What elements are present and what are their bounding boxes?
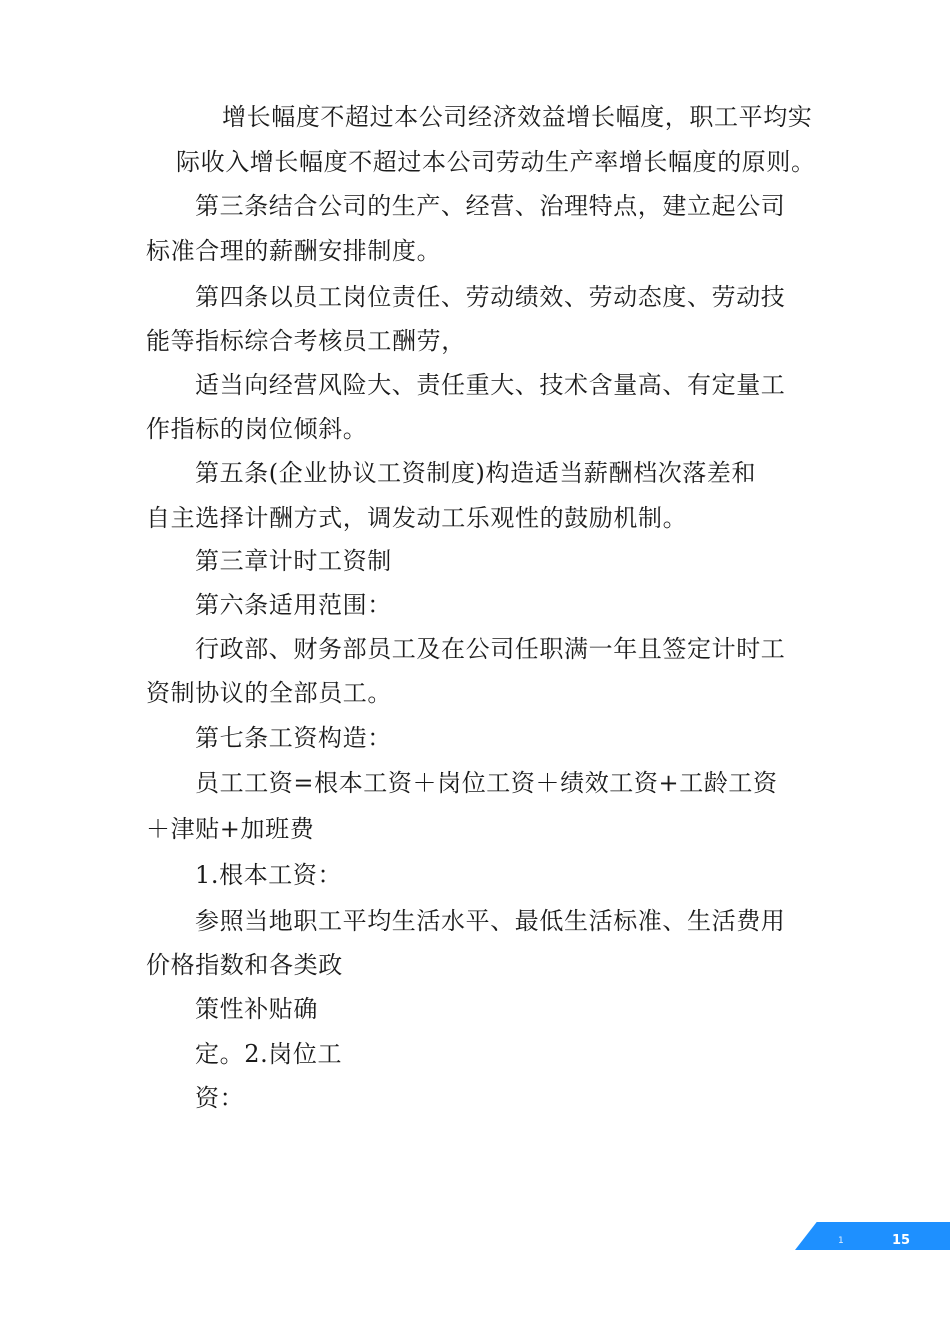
text-line: 价格指数和各类政 (146, 951, 343, 979)
chapter-heading: 第三章计时工资制 (195, 547, 392, 575)
text-line: 第六条适用范围： (195, 591, 392, 619)
text-line: 增长幅度不超过本公司经济效益增长幅度，职工平均实 (222, 103, 813, 131)
text-line: 1.根本工资： (195, 861, 343, 889)
text-line: 员工工资=根本工资＋岗位工资＋绩效工资+工龄工资 (195, 769, 778, 797)
text-line: 策性补贴确 (195, 995, 318, 1023)
text-line: ＋津贴+加班费 (146, 815, 315, 843)
text-line: 际收入增长幅度不超过本公司劳动生产率增长幅度的原则。 (176, 148, 816, 176)
text-line: 第七条工资构造： (195, 724, 392, 752)
page-number: 15 (892, 1233, 911, 1248)
text-line: 第四条以员工岗位责任、劳动绩效、劳动态度、劳动技 (195, 283, 786, 311)
text-line: 适当向经营风险大、责任重大、技术含量高、有定量工 (195, 371, 786, 399)
text-line: 参照当地职工平均生活水平、最低生活标准、生活费用 (195, 907, 786, 935)
section-number: 1 (838, 1236, 844, 1246)
text-line: 第三条结合公司的生产、经营、治理特点，建立起公司 (195, 192, 786, 220)
text-line: 定。2.岗位工 (195, 1040, 343, 1068)
text-line: 自主选择计酬方式，调发动工乐观性的鼓励机制。 (146, 504, 688, 532)
text-line: 第五条(企业协议工资制度)构造适当薪酬档次落差和 (195, 459, 757, 487)
page-number-tab (795, 1222, 950, 1250)
text-line: 资制协议的全部员工。 (146, 679, 392, 707)
text-line: 标准合理的薪酬安排制度。 (146, 237, 442, 265)
text-line: 资： (195, 1084, 245, 1112)
text-line: 作指标的岗位倾斜。 (146, 415, 368, 443)
text-line: 能等指标综合考核员工酬劳， (146, 327, 466, 355)
text-line: 行政部、财务部员工及在公司任职满一年且签定计时工 (195, 635, 786, 663)
